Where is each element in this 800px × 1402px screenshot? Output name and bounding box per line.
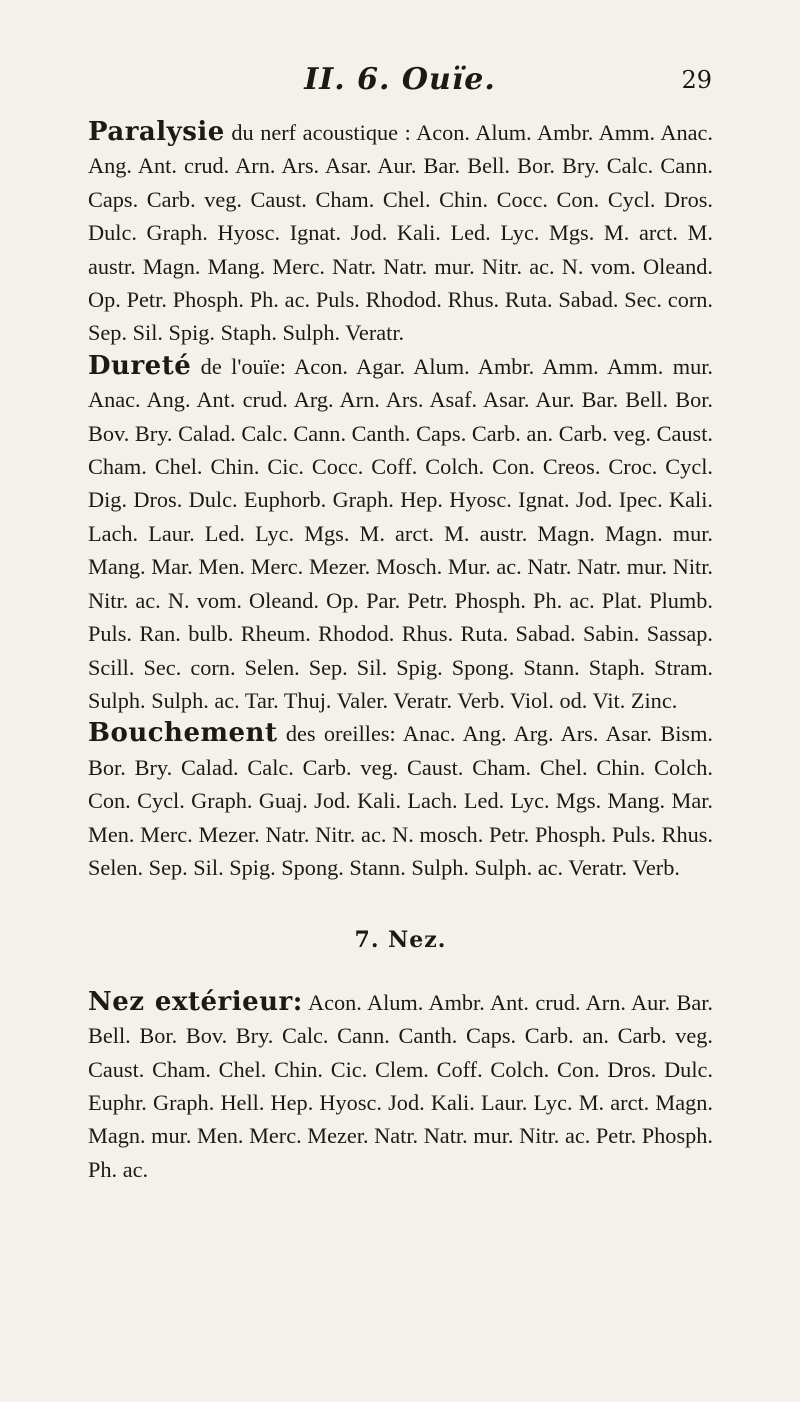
entry-paralysie <box>88 116 713 350</box>
entry-bouchement <box>88 717 713 884</box>
entry-heading: Paralysie <box>88 117 225 147</box>
chapter-title: II. 6. Ouïe. <box>304 62 496 97</box>
running-head <box>0 62 800 102</box>
entry-body: Acon. Alum. Ambr. Ant. crud. Arn. Aur. Bar. Bell. Bor. Bov. Bry. Calc. Cann. Canth. Caps. Carb. an. Carb. veg. Caust. Cham. Chel. Chin. Cic. Clem. Coff. Colch. Con. Dros. Dulc. Euphr. Graph. Hell. Hep. Hyosc. Jod. Kali. Laur. Lyc. M. arct. Magn. Magn. mur. Men. Merc. Mezer. Natr. Natr. mur. Nitr. ac. Petr. Phosph. Ph. ac. <box>88 989 713 1182</box>
entry-nez-exterieur <box>88 986 713 1186</box>
entry-heading: Dureté <box>88 350 192 381</box>
entry-durete <box>88 350 713 717</box>
page-number: 29 <box>681 66 712 94</box>
section-heading-nez: 7. Nez. <box>354 927 447 954</box>
entry-body: de l'ouïe: Acon. Agar. Alum. Ambr. Amm. Amm. mur. Anac. Ang. Ant. crud. Arg. Arn. Ars. Asaf. Asar. Aur. Bar. Bell. Bor. Bov. Bry. Calad. Calc. Cann. Canth. Caps. Carb. an. Carb. veg. Caust. Cham. Chel. Chin. Cic. Cocc. Coff. Colch. Con. Creos. Croc. Cycl. Dig. Dros. Dulc. Euphorb. Graph. Hep. Hyosc. Ignat. Jod. Ipec. Kali. Lach. Laur. Led. Lyc. Mgs. M. arct. M. austr. Magn. Magn. mur. Mang. Mar. Men. Merc. Mezer. Mosch. Mur. ac. Natr. Natr. mur. Nitr. Nitr. ac. N. vom. Oleand. Op. Par. Petr. Phosph. Ph. ac. Plat. Plumb. Puls. Ran. bulb. Rheum. Rhodod. Rhus. Ruta. Sabad. Sabin. Sassap. Scill. Sec. corn. Selen. Sep. Sil. Spig. Spong. Stann. Staph. Stram. Sulph. Sulph. ac. Tar. Thuj. Valer. Veratr. Verb. Viol. od. Vit. Zinc. <box>88 353 713 713</box>
entry-body: des oreilles: Anac. Ang. Arg. Ars. Asar. Bism. Bor. Bry. Calad. Calc. Carb. veg. Caust. Cham. Chel. Chin. Colch. Con. Cycl. Graph. Guaj. Jod. Kali. Lach. Led. Lyc. Mgs. Mang. Mar. Men. Merc. Mezer. Natr. Nitr. ac. N. mosch. Petr. Phosph. Puls. Rhus. Selen. Sep. Sil. Spig. Spong. Stann. Sulph. Sulph. ac. Veratr. Verb. <box>88 721 714 880</box>
entry-body: du nerf acoustique : Acon. Alum. Ambr. Amm. Anac. Ang. Ant. crud. Arn. Ars. Asar. Aur. Bar. Bell. Bor. Bry. Calc. Cann. Caps. Carb. veg. Caust. Cham. Chel. Chin. Cocc. Con. Cycl. Dros. Dulc. Graph. Hyosc. Ignat. Jod. Kali. Led. Lyc. Mgs. M. arct. M. austr. Magn. Mang. Merc. Natr. Natr. mur. Nitr. ac. N. vom. Oleand. Op. Petr. Phosph. Ph. ac. Puls. Rhodod. Rhus. Ruta. Sabad. Sec. corn. Sep. Sil. Spig. Staph. Sulph. Veratr. <box>88 120 713 346</box>
entry-heading: Bouchement <box>88 718 278 749</box>
main-text <box>88 116 713 1186</box>
entry-heading: Nez extérieur: <box>88 986 303 1017</box>
